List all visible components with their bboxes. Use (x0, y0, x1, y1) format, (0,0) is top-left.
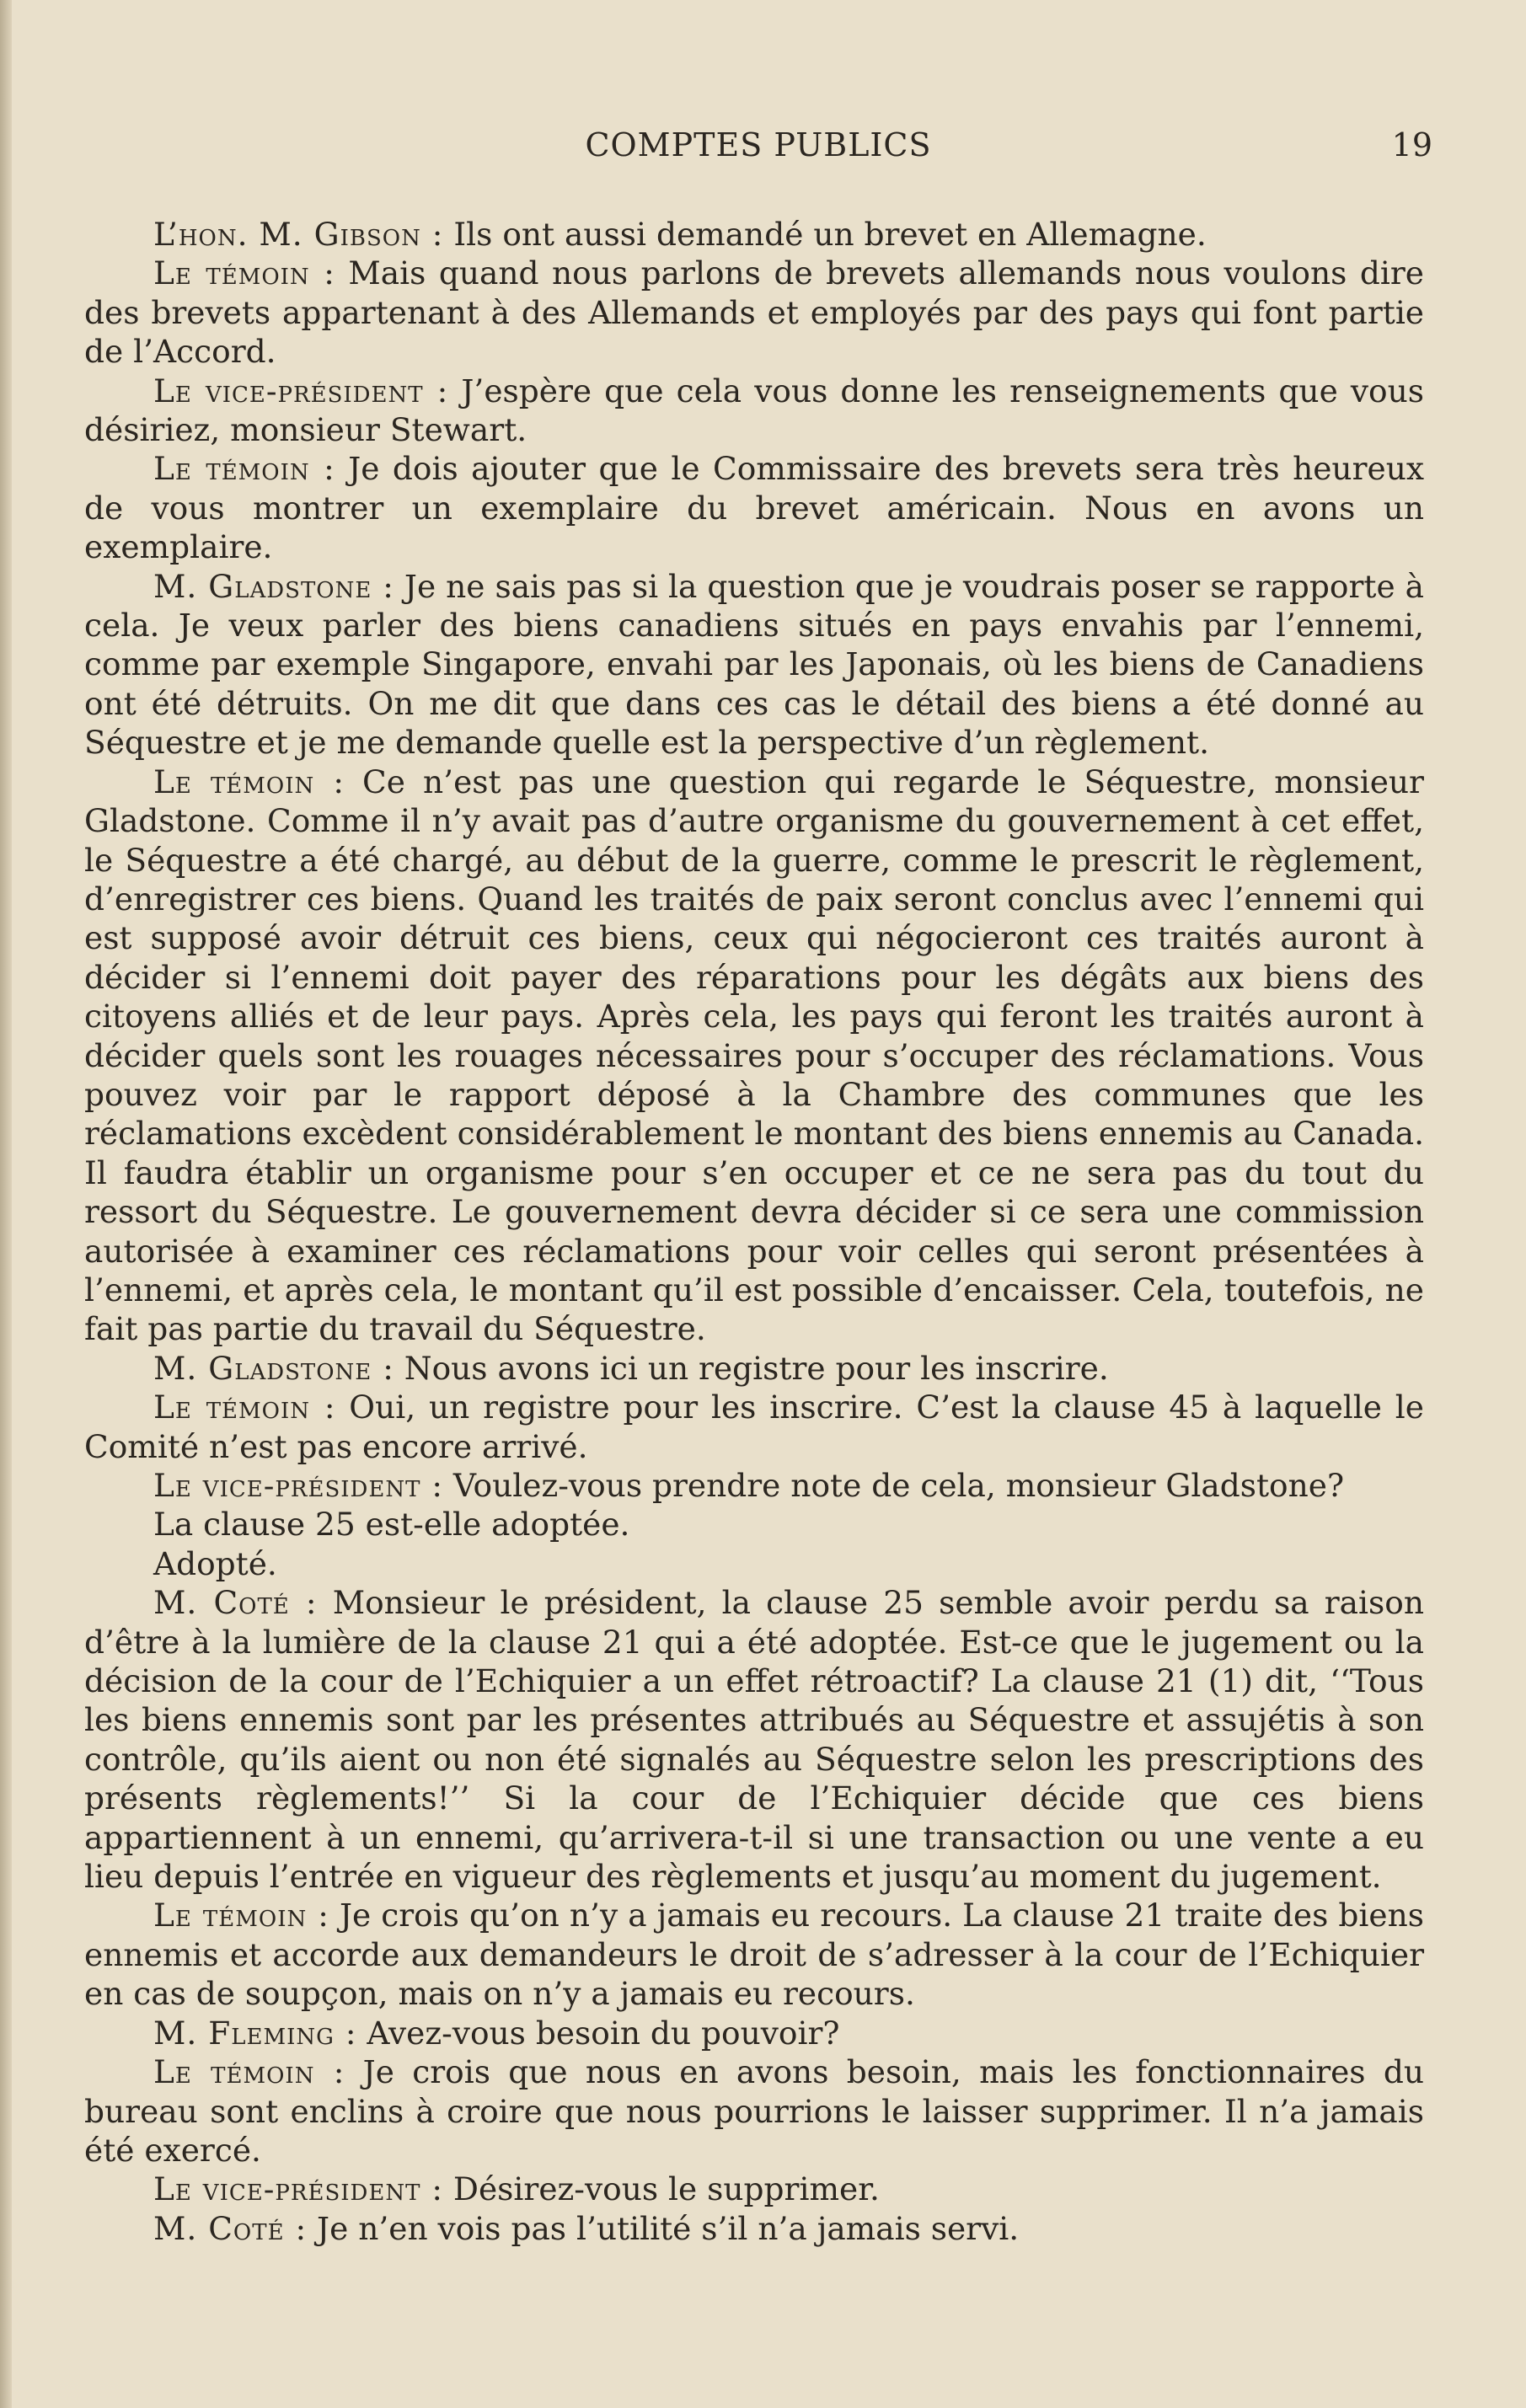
paragraph (84, 2014, 1424, 2052)
page-number: 19 (1391, 126, 1432, 163)
speaker-name: Le témoin : (153, 1897, 329, 1934)
speaker-name: Le témoin : (153, 1389, 336, 1426)
paragraph-text: Avez-vous besoin du pouvoir? (356, 2014, 840, 2052)
paragraph (84, 449, 1424, 566)
speaker-name: L’hon. M. Gibson : (153, 216, 444, 253)
speaker-name: M. Gladstone : (153, 567, 394, 605)
body-text (84, 215, 1424, 2248)
running-title: COMPTES PUBLICS (585, 126, 932, 163)
paragraph-text: Voulez-vous prendre note de cela, monsieur Gladstone? (443, 1467, 1345, 1504)
paragraph (84, 1349, 1424, 1388)
paragraph-text: J’espère que cela vous donne les renseignements que vous désiriez, monsieur Stewart. (84, 372, 1425, 449)
speaker-name: Le témoin : (153, 254, 335, 292)
paragraph (84, 1544, 1424, 1583)
paragraph (84, 215, 1424, 254)
speaker-name: Le témoin : (153, 450, 335, 488)
speaker-name: Le vice-président : (153, 1467, 443, 1504)
speaker-name: Le témoin : (153, 763, 345, 800)
paragraph-text: Désirez-vous le supprimer. (443, 2170, 880, 2208)
paragraph (84, 1505, 1424, 1544)
paragraph-text: Je dois ajouter que le Commissaire des brevets sera très heureux de vous montrer un exemplaire du brevet américain. Nous en avons un exemplaire. (84, 450, 1425, 566)
paragraph (84, 1583, 1424, 1896)
paragraph (84, 254, 1424, 371)
paragraph-text: Je ne sais pas si la question que je voudrais poser se rapporte à cela. Je veux parler des biens canadiens situés en pays envahis par l’ennemi, comme par exemple Singapore, envahi par les Japonais, où les biens de Canadiens ont été détruits. On me dit que dans ces cas le détail des biens a été donné au Séquestre et je me demande quelle est la perspective d’un règlement. (84, 567, 1424, 762)
paragraph-text: Je n’en vois pas l’utilité s’il n’a jamais servi. (307, 2209, 1020, 2247)
paragraph (84, 567, 1424, 763)
paragraph-text: Mais quand nous parlons de brevets allemands nous voulons dire des brevets appartenant à des Allemands et employés par des pays qui font partie de l’Accord. (84, 254, 1424, 371)
paragraph (84, 372, 1424, 450)
speaker-name: M. Coté : (153, 2209, 308, 2247)
speaker-name: M. Fleming : (153, 2014, 357, 2052)
paragraph (84, 763, 1424, 1349)
paragraph-text: Adopté. (153, 1544, 277, 1582)
running-header (84, 126, 1432, 177)
paragraph-text: Je crois que nous en avons besoin, mais les fonctionnaires du bureau sont enclins à croire que nous pourrions le laisser supprimer. Il n’a jamais été exercé. (84, 2053, 1425, 2169)
paragraph-text: Nous avons ici un registre pour les inscrire. (394, 1349, 1109, 1387)
speaker-name: Le vice-président : (153, 372, 449, 409)
paragraph (84, 2209, 1424, 2248)
paragraph (84, 1466, 1424, 1505)
paragraph-text: Ce n’est pas une question qui regarde le Séquestre, monsieur Gladstone. Comme il n’y avait pas d’autre organisme du gouvernement à cet effet, le Séquestre a été chargé, au début de la guerre, comme le prescrit le règlement, d’enregistrer ces biens. Quand les traités de paix seront conclus avec l’ennemi qui est supposé avoir détruit ces biens, ceux qui négocieront ces traités auront à décider si l’ennemi doit payer des réparations pour les dégâts aux biens des citoyens alliés et de leur pays. Après cela, les pays qui feront les traités auront à décider quels sont les rouages nécessaires pour s’occuper des réclamations. Vous pouvez voir par le rapport déposé à la Chambre des communes que les réclamations excèdent considérablement le montant des biens ennemis au Canada. Il faudra établir un organisme pour s’en occuper et ce ne sera pas du tout du ressort du Séquestre. Le gouvernement devra décider si ce sera une commission autorisée à examiner ces réclamations pour voir celles qui seront présentées à l’ennemi, et après cela, le montant qu’il est possible d’encaisser. Cela, toutefois, ne fait pas partie du travail du Séquestre. (84, 763, 1424, 1348)
speaker-name: M. Coté : (153, 1584, 318, 1622)
paragraph-text: Oui, un registre pour les inscrire. C’est la clause 45 à laquelle le Comité n’est pas encore arrivé. (84, 1389, 1424, 1465)
paragraph-text: Monsieur le président, la clause 25 semble avoir perdu sa raison d’être à la lumière de la clause 21 qui a été adoptée. Est-ce que le jugement ou la décision de la cour de l’Echiquier a un effet rétroactif? La clause 21 (1) dit, ‘‘Tous les biens ennemis sont par les présentes attribués au Séquestre et assujétis à son contrôle, qu’ils aient ou non été signalés au Séquestre selon les prescriptions des présents règlements!’’ Si la cour de l’Echiquier décide que ces biens appartiennent à un ennemi, qu’arrivera-t-il si une transaction ou une vente a eu lieu depuis l’entrée en vigueur des règlements et jusqu’au moment du jugement. (84, 1584, 1424, 1896)
paragraph-text: La clause 25 est-elle adoptée. (153, 1506, 630, 1544)
paragraph (84, 2170, 1424, 2208)
paragraph-text: Je crois qu’on n’y a jamais eu recours. La clause 21 traite des biens ennemis et accorde aux demandeurs le droit de s’adresser à la cour de l’Echiquier en cas de soupçon, mais on n’y a jamais eu recours. (84, 1897, 1424, 2013)
speaker-name: M. Gladstone : (153, 1349, 394, 1387)
paragraph-text: Ils ont aussi demandé un brevet en Allemagne. (443, 216, 1207, 253)
speaker-name: Le témoin : (153, 2053, 345, 2091)
speaker-name: Le vice-président : (153, 2170, 443, 2208)
paragraph (84, 2052, 1424, 2170)
paragraph (84, 1896, 1424, 2013)
paragraph (84, 1388, 1424, 1466)
